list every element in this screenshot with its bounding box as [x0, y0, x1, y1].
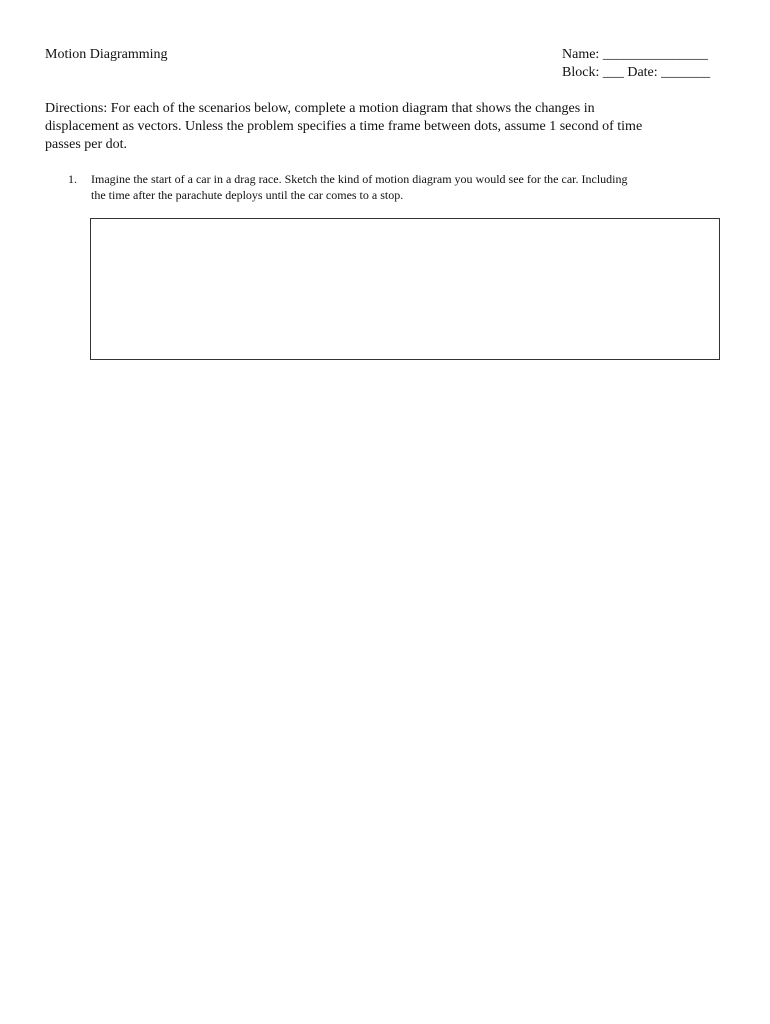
question-line: the time after the parachute deploys until the car comes to a stop. — [91, 188, 404, 202]
answer-box[interactable] — [90, 218, 720, 360]
directions-line: Directions: For each of the scenarios below, complete a motion diagram that shows the changes in — [45, 101, 595, 116]
directions-line: passes per dot. — [45, 137, 128, 152]
name-field[interactable]: Name: _______________ — [562, 47, 708, 62]
student-info-block — [562, 46, 710, 82]
directions-paragraph — [45, 100, 725, 154]
directions-line: displacement as vectors. Unless the problem specifies a time frame between dots, assume 1 second of time — [45, 119, 643, 134]
question-line: Imagine the start of a car in a drag race. Sketch the kind of motion diagram you would see for the car. Including — [91, 172, 628, 186]
question-text — [91, 171, 728, 203]
page-title: Motion Diagramming — [45, 47, 168, 62]
question-number: 1. — [68, 172, 77, 186]
block-date-field[interactable]: Block: ___ Date: _______ — [562, 65, 711, 80]
